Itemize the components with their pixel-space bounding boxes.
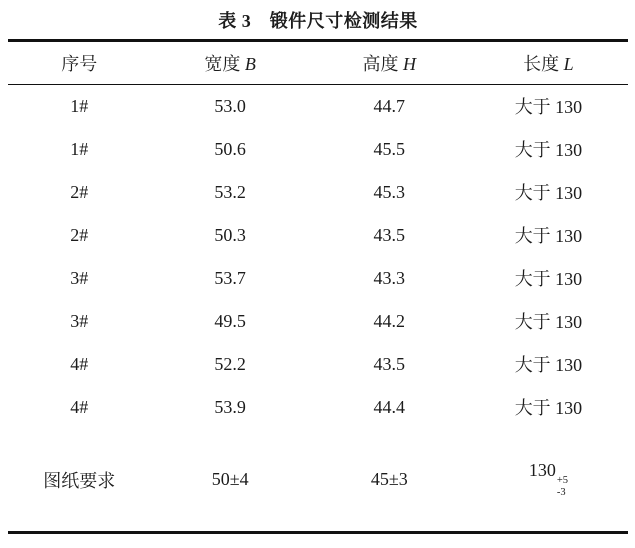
- cell-height: 43.5: [373, 353, 406, 374]
- table-row: [8, 171, 628, 214]
- column-header-label: 长度: [523, 54, 564, 74]
- cell-width: 53.2: [214, 181, 246, 202]
- cell-width: 50.6: [214, 138, 246, 159]
- cell-width: 53.7: [214, 267, 246, 288]
- table-row: [8, 386, 628, 429]
- column-header-variable: L: [563, 54, 574, 74]
- cell-width: 52.2: [214, 353, 246, 374]
- column-header-label: 序号: [61, 54, 98, 74]
- tolerance-upper: +5: [556, 475, 569, 487]
- column-header-length: [469, 41, 628, 85]
- cell-serial: 图纸要求: [43, 470, 116, 491]
- cell-length: 大于 130: [514, 398, 583, 418]
- cell-width: 49.5: [214, 310, 246, 331]
- cell-height: 45.5: [373, 138, 406, 159]
- cell-width: 53.9: [214, 396, 246, 417]
- cell-length: 大于 130: [514, 269, 583, 289]
- cell-height: 43.3: [373, 267, 406, 288]
- requirement-row: [8, 429, 628, 533]
- table-row: [8, 85, 628, 128]
- cell-height: 45.3: [373, 181, 406, 202]
- cell-height: 45±3: [370, 469, 408, 490]
- cell-serial: 3#: [70, 267, 89, 288]
- cell-serial: 1#: [70, 95, 89, 116]
- table-row: [8, 257, 628, 300]
- cell-serial: 2#: [70, 224, 89, 245]
- cell-width: 50.3: [214, 224, 246, 245]
- cell-height: 44.4: [373, 396, 406, 417]
- cell-height: 44.2: [373, 310, 406, 331]
- column-header-serial: [8, 41, 151, 85]
- tolerance-lower: -3: [556, 487, 566, 499]
- tolerance-stack: [557, 475, 568, 499]
- column-header-height: [310, 41, 469, 85]
- cell-height: 44.7: [373, 95, 406, 116]
- table-row: [8, 343, 628, 386]
- cell-length: 大于 130: [514, 183, 583, 203]
- cell-serial: 1#: [70, 138, 89, 159]
- cell-length-tolerance: [469, 429, 628, 533]
- cell-serial: 2#: [70, 181, 89, 202]
- cell-length: 大于 130: [514, 140, 583, 160]
- tolerance-base: 130: [528, 460, 556, 481]
- cell-length: 大于 130: [514, 226, 583, 246]
- column-header-variable: B: [244, 54, 256, 74]
- cell-length: 大于 130: [514, 355, 583, 375]
- cell-height: 43.5: [373, 224, 406, 245]
- column-header-label: 高度: [362, 54, 404, 74]
- cell-width: 50±4: [211, 469, 249, 490]
- column-header-label: 宽度: [204, 54, 245, 74]
- column-header-variable: H: [403, 54, 417, 74]
- table-header-row: [8, 41, 628, 85]
- cell-serial: 4#: [70, 396, 89, 417]
- cell-width: 53.0: [214, 95, 246, 116]
- table-title: 表 3 锻件尺寸检测结果: [218, 11, 418, 31]
- column-header-width: [151, 41, 310, 85]
- cell-length: 大于 130: [514, 97, 583, 118]
- table-row: [8, 214, 628, 257]
- table-row: [8, 128, 628, 171]
- cell-serial: 3#: [70, 310, 89, 331]
- table-row: [8, 300, 628, 343]
- dimension-inspection-table: [8, 39, 628, 534]
- paper-table-region: [8, 0, 628, 534]
- cell-length: 大于 130: [514, 312, 583, 332]
- cell-serial: 4#: [70, 353, 89, 374]
